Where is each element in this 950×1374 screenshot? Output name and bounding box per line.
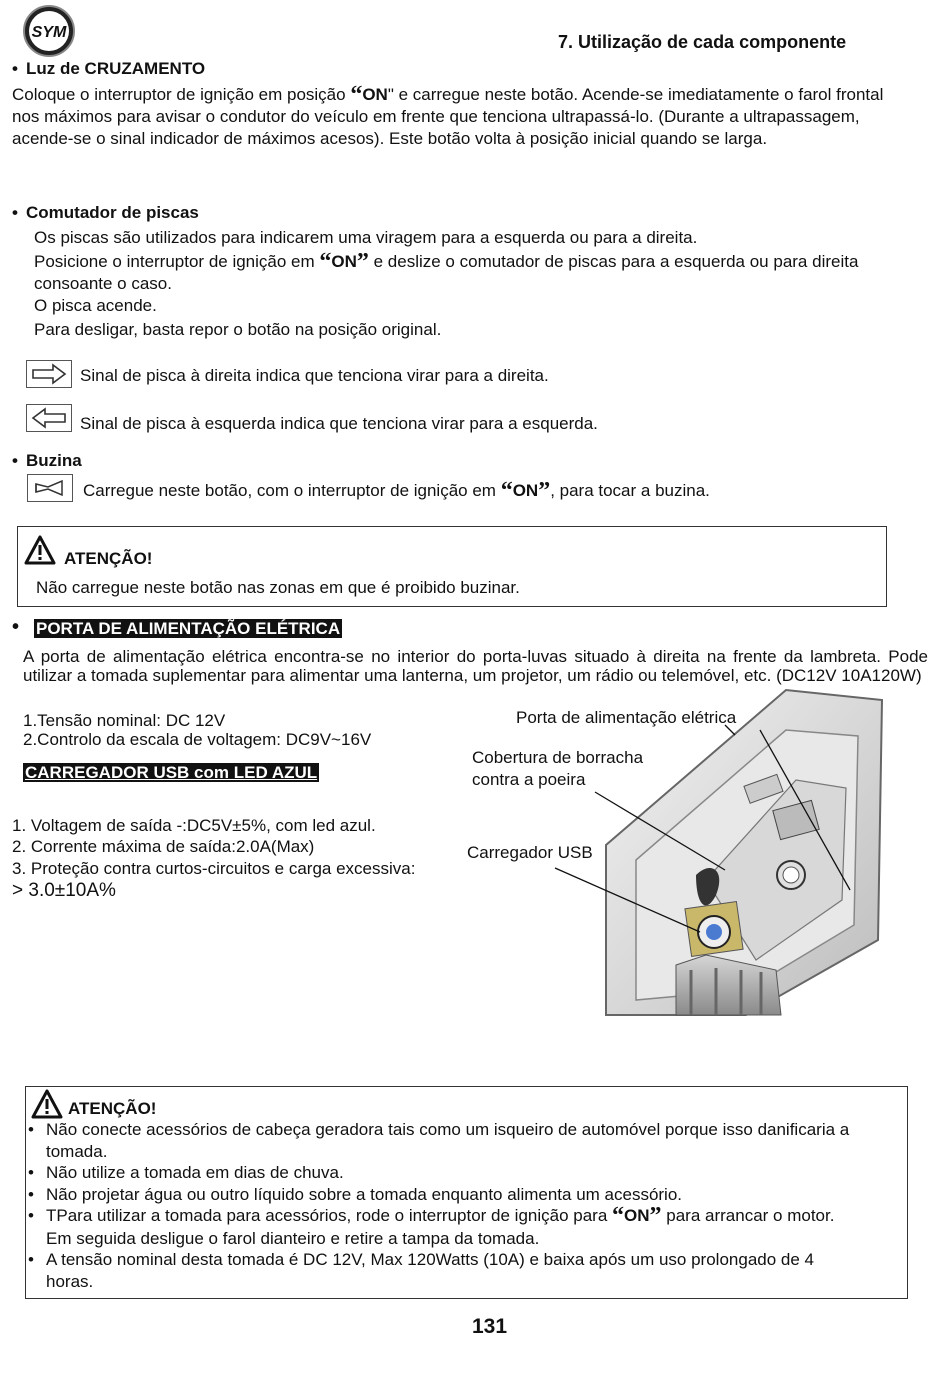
left-signal-text: Sinal de pisca à esquerda indica que tenciona virar para a esquerda. [80, 414, 598, 433]
cruzamento-text-2: " e carregue neste botão. Acende-se imediatamente o farol frontal nos máximos para avisar o condutor do veículo em frente que tenciona ultrapassá-lo. (Durante a ultrapassagem, acende-se o sinal indicador de máximos acesos). Este botão volta à posição inicial quando se larga. [12, 85, 884, 148]
porta-spec-2: 2.Controlo da escala de voltagem: DC9V~16V [23, 730, 372, 749]
close-quote-icon: ” [538, 478, 551, 504]
open-quote-icon: “ [612, 1203, 625, 1229]
cruzamento-title: Luz de CRUZAMENTO [26, 59, 206, 78]
logo-text: SYM [31, 24, 67, 41]
on-label: ON [331, 252, 357, 271]
bullet-icon: • [12, 203, 18, 222]
piscas-line-3: O pisca acende. [34, 296, 157, 315]
open-quote-icon: “ [500, 478, 513, 504]
buzina-text-2: , para tocar a buzina. [550, 481, 710, 500]
label-rubber-cover: Cobertura de borracha contra a poeira [472, 748, 644, 789]
on-label: ON [624, 1206, 650, 1225]
warning-text: Não carregue neste botão nas zonas em que é proibido buzinar. [36, 578, 520, 597]
label-usb-charger: Carregador USB [467, 843, 593, 862]
porta-text: A porta de alimentação elétrica encontra-se no interior do porta-luvas situado à direita na frente da lambreta. Pode utilizar a tomada suplementar para alimentar uma lanterna, um projetor, um rádio ou telemóvel, etc. (DC12V 10A120W) [23, 647, 928, 685]
usb-spec-1: 1. Voltagem de saída -:DC5V±5%, com led azul. [12, 816, 376, 835]
bullet-icon: • [12, 451, 18, 470]
list-item: • A tensão nominal desta tomada é DC 12V, Max 120Watts (10A) e baixa após um uso prolongado de 4 horas. [28, 1250, 814, 1291]
usb-spec-4: > 3.0±10A% [12, 880, 116, 901]
bullet-icon: • [12, 59, 18, 78]
usb-spec-2: 2. Corrente máxima de saída:2.0A(Max) [12, 837, 315, 856]
warning-box-power-port [25, 1086, 908, 1299]
buzina-text-1: Carregue neste botão, com o interruptor de ignição em [83, 481, 501, 500]
close-quote-icon: ” [649, 1203, 662, 1229]
cruzamento-text-1: Coloque o interruptor de ignição em posição [12, 85, 351, 104]
piscas-line-4: Para desligar, basta repor o botão na posição original. [34, 320, 442, 339]
buzina-title: Buzina [26, 451, 82, 470]
porta-spec-1: 1.Tensão nominal: DC 12V [23, 711, 226, 730]
warning-title: ATENÇÃO! [68, 1099, 157, 1118]
warning-title: ATENÇÃO! [64, 549, 153, 568]
usb-spec-3: 3. Proteção contra curtos-circuitos e carga excessiva: [12, 859, 416, 878]
piscas-title: Comutador de piscas [26, 203, 199, 222]
bullet-icon: • [12, 616, 20, 638]
porta-title-text: PORTA DE ALIMENTAÇÃO ELÉTRICA [36, 619, 341, 638]
open-quote-icon: “ [350, 82, 363, 108]
list-item: • Não projetar água ou outro líquido sobre a tomada enquanto alimenta um acessório. [28, 1184, 683, 1204]
label-power-port: Porta de alimentação elétrica [516, 708, 737, 727]
page-number: 131 [472, 1315, 508, 1338]
list-item: • Não conecte acessórios de cabeça geradora tais como um isqueiro de automóvel porque isso danificaria a tomada. [28, 1120, 850, 1161]
close-quote-icon: ” [356, 249, 369, 275]
chapter-title: 7. Utilização de cada componente [558, 32, 847, 52]
on-label: ON [512, 481, 539, 500]
open-quote-icon: “ [319, 249, 332, 275]
warning-list [28, 1119, 858, 1292]
right-signal-text: Sinal de pisca à direita indica que tenciona virar para a direita. [80, 366, 549, 385]
piscas-line-1: Os piscas são utilizados para indicarem uma viragem para a esquerda ou para a direita. [34, 228, 698, 247]
list-item: • Não utilize a tomada em dias de chuva. [28, 1163, 344, 1182]
on-label: ON [362, 85, 388, 104]
piscas-line-2a: Posicione o interruptor de ignição em [34, 252, 320, 271]
list-item: • TPara utilizar a tomada para acessórios, rode o interruptor de ignição para “ON” para arrancar o motor. Em seguida desligue o farol dianteiro e retire a tampa da tomada. [28, 1203, 835, 1248]
piscas-line-2b: e deslize o comutador de piscas para a esquerda ou para direita consoante o caso. [34, 252, 859, 293]
usb-title-text: CARREGADOR USB com LED AZUL [25, 763, 318, 782]
